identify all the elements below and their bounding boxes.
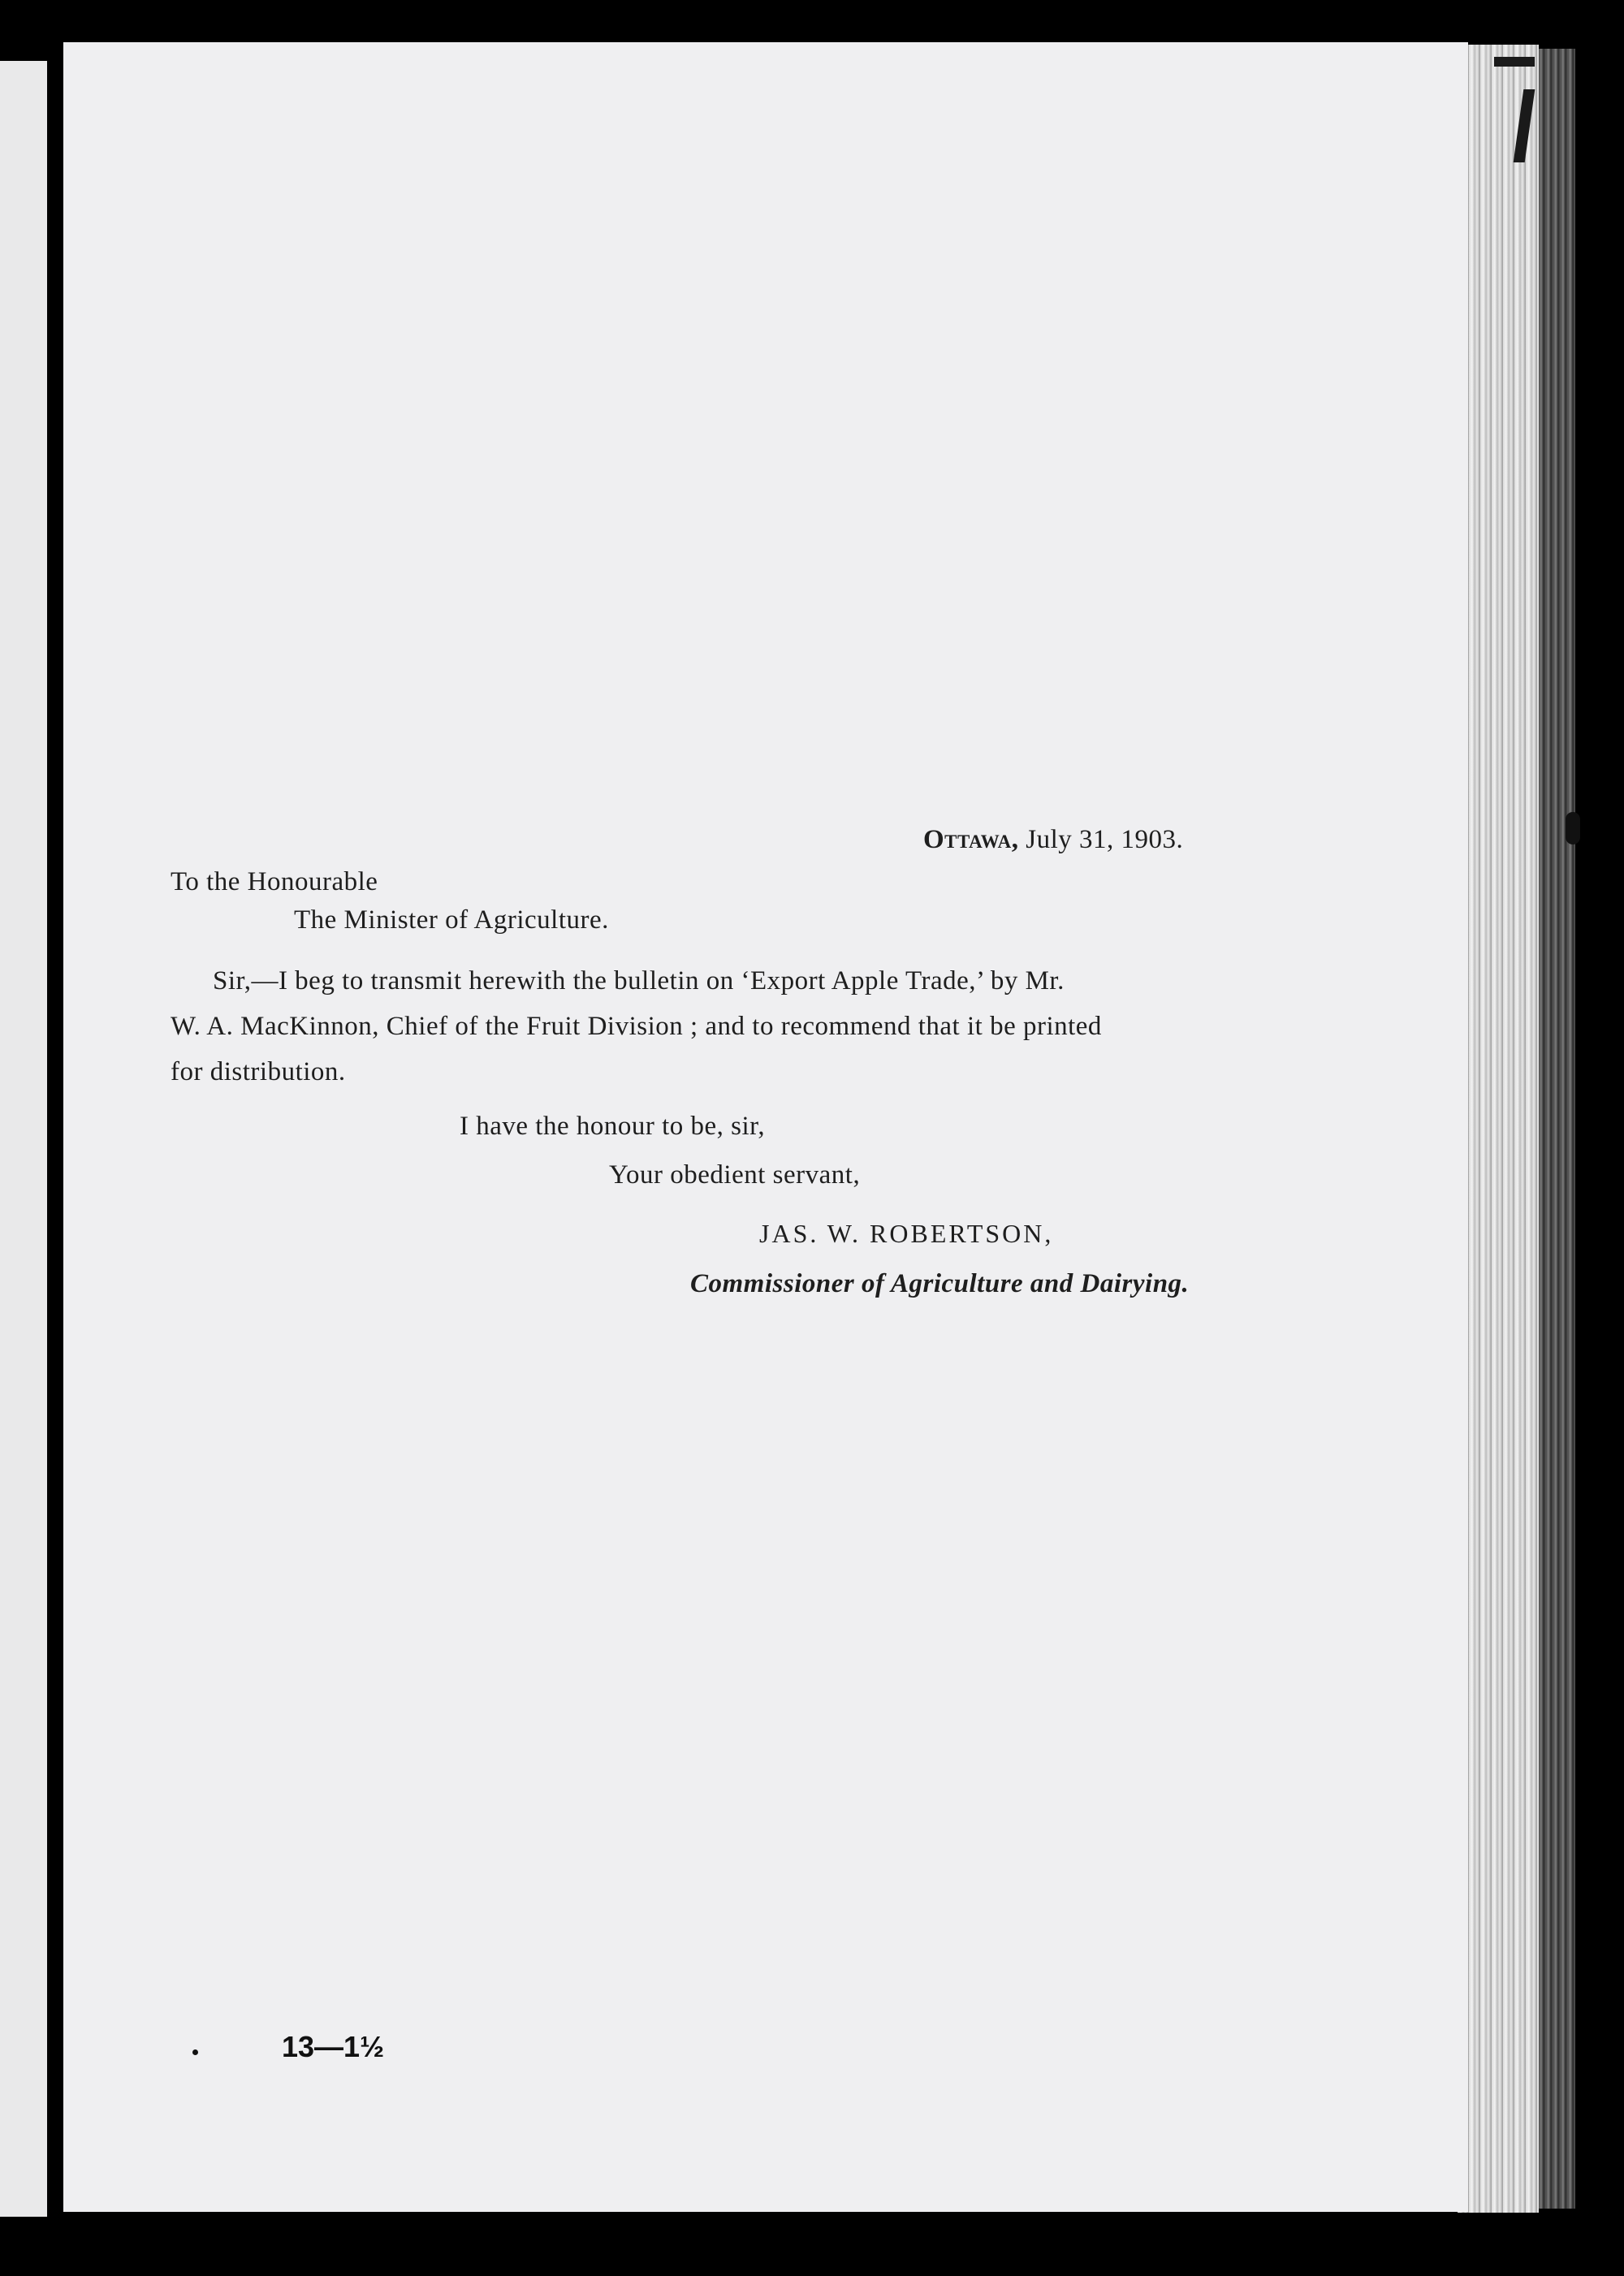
signature-title: Commissioner of Agriculture and Dairying.: [690, 1269, 1190, 1298]
book-gutter: [47, 49, 63, 2225]
page-stack-edge: [1458, 45, 1539, 2213]
letter-body-cont: [171, 1004, 1102, 1095]
body-line-1: Sir,—I beg to transmit herewith the bulletin on ‘Export Apple Trade,’ by Mr.: [213, 966, 1065, 995]
signature-name: JAS. W. ROBERTSON,: [759, 1219, 1054, 1248]
document-page: [63, 42, 1468, 2212]
body-line-3: for distribution.: [171, 1057, 346, 1086]
edge-mark: [1494, 57, 1535, 67]
page-folio: 13—1½: [282, 2030, 385, 2063]
letter-body: [213, 958, 1065, 1004]
book-spine-edge: [1539, 49, 1575, 2209]
closing-line-2: Your obedient servant,: [609, 1160, 861, 1190]
closing-line-1: I have the honour to be, sir,: [460, 1112, 766, 1141]
adjacent-page-edge: [0, 61, 47, 2217]
salutation-line-2: The Minister of Agriculture.: [294, 905, 609, 935]
salutation-line-1: To the Honourable: [171, 867, 378, 896]
dateline-date: July 31, 1903.: [1026, 825, 1184, 854]
edge-blot: [1566, 812, 1580, 844]
dateline-place: Ottawa,: [923, 825, 1019, 854]
body-line-2: W. A. MacKinnon, Chief of the Fruit Division ; and to recommend that it be printed: [171, 1012, 1102, 1041]
stray-dot: [192, 2049, 198, 2055]
dateline: [923, 827, 1183, 853]
